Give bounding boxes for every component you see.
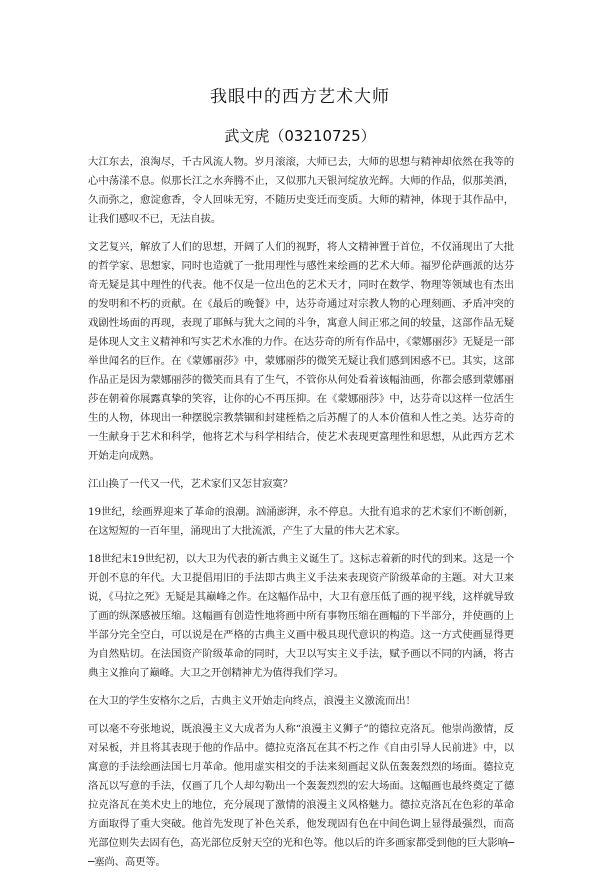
document-body [88,153,514,881]
document-title: 我眼中的西方艺术大师 [210,87,390,107]
paragraph-19th-century: 19世纪，绘画界迎来了革命的浪潮。汹涌澎湃，永不停息。大批有追求的艺术家们不断创新，在这短短的一百年里，涌现出了大批流派，产生了大量的伟大艺术家。 [88,506,514,537]
paragraph-romanticism-intro: 在大卫的学生安格尔之后，古典主义开始走向终点，浪漫主义激流而出！ [88,695,416,707]
paragraph-renaissance: 文艺复兴，解放了人们的思想，开阔了人们的视野，将人文精神置于首位，不仅涌现出了大批的哲学家、思想家，同时也造就了一批用理性与感性来绘画的艺术大师。福罗伦萨画派的达芬奇无疑是其中理性的代表。他不仅是一位出色的艺术天才，同时在数学、物理等领域也有杰出的发明和不朽的贡献。在《最后的晚餐》中，达芬奇通过对宗教人物的心理刻画、矛盾冲突的戏剧性场面的再现，表现了耶稣与犹大之间的斗争，寓意人间正邪之间的较量，这部作品无疑是体现人文主义精神和写实艺术水准的力作。在达芬奇的所有作品中，《蒙娜丽莎》无疑是一部举世闻名的巨作。在《蒙娜丽莎》中，蒙娜丽莎的微笑无疑让我们感到困惑不已。其实，这部作品正是因为蒙娜丽莎的微笑而具有了生气，不管你从何处看着该幅油画，你都会感到蒙娜丽莎在朝着你展露真挚的笑容，让你的心不再压抑。在《蒙娜丽莎》中，达芬奇以这样一位活生生的人物，体现出一种摆脱宗教禁锢和封建桎梏之后苏醒了的人本价值和人性之美。达芬奇的一生献身于艺术和科学，他将艺术与科学相结合，使艺术表现更富理性和思想，从此西方艺术开始走向成熟。 [88,241,514,462]
paragraph-transition: 江山换了一代又一代，艺术家们又怎甘寂寞？ [88,478,293,490]
paragraph-intro: 大江东去，浪淘尽，千古风流人物。岁月滚滚，大师已去，大师的思想与精神却依然在我等的心中荡漾不息。似那长江之水奔腾不止，又似那九天银河绽放光辉。大师的作品，似那美酒，久而弥之，愈淀愈香，令人回味无穷，不随历史变迁而变质。大师的精神，体现于其作品中，让我们感叹不已，无法自拔。 [88,156,514,225]
paragraph-neoclassicism: 18世纪末19世纪初，以大卫为代表的新古典主义诞生了。这标志着新的时代的到来。这是一个开创不息的年代。大卫提倡用旧的手法即古典主义手法来表现资产阶级革命的主题。对大卫来说，《马拉之死》无疑是其巅峰之作。在这幅作品中，大卫有意压低了画的视平线，这样就导致了画的纵深感被压缩。这幅画有创造性地将画中所有事物压缩在画幅的下半部分，并使画的上半部分完全空白，可以说是在严格的古典主义画中极具现代意识的构造。这一方式使画显得更为自然贴切。在法国资产阶级革命的同时，大卫以写实主义手法，赋予画以不同的内涵，将古典主义推向了巅峰。大卫之开创精神尤为值得我们学习。 [88,553,514,679]
document-author: 武文虎（03210725） [224,127,376,145]
paragraph-delacroix: 可以毫不夸张地说，既浪漫主义大成者为人称“浪漫主义狮子”的德拉克洛瓦。他崇尚激情，反对呆板，并且将其表现于他的作品中。德拉克洛瓦在其不朽之作《自由引导人民前进》中，以寓意的手法绘画法国七月革命。他用虚实相交的手法来刻画起义队伍轰轰烈烈的场面。德拉克洛瓦以写意的手法，仅画了几个人却勾勒出一个轰轰烈烈的宏大场面。这幅画也最终奠定了德拉克洛瓦在美术史上的地位，充分展现了激情的浪漫主义风格魅力。德拉克洛瓦在色彩的革命方面取得了重大突破。他首先发现了补色关系，他发现固有色在中间色调上显得最强烈，而高光部位则失去固有色，高光部位反射天空的光和色等。他以后的许多画家都受到他的巨大影响──塞尚、高更等。 [88,723,514,868]
